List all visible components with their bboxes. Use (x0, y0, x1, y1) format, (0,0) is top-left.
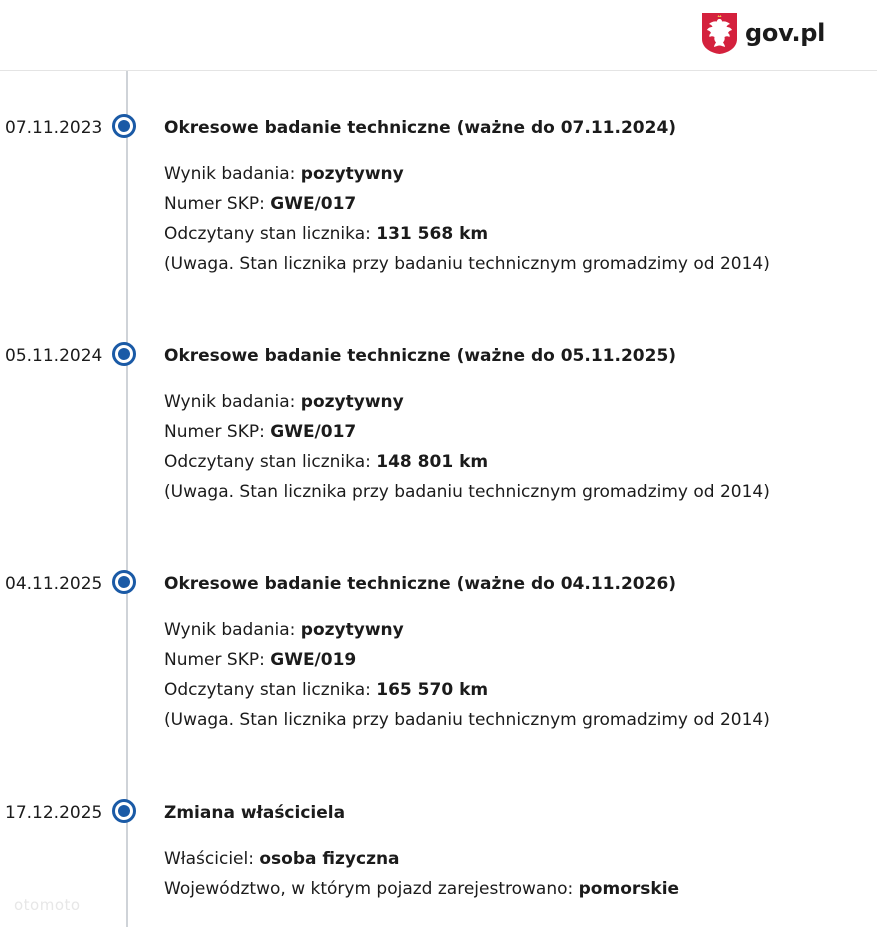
odometer-label: Odczytany stan licznika: (164, 680, 377, 700)
owner-value: osoba fizyczna (259, 849, 400, 869)
event-date: 04.11.2025 (5, 574, 103, 594)
voivodeship-row (164, 874, 679, 904)
event-date: 17.12.2025 (5, 803, 103, 823)
event-date: 05.11.2024 (5, 346, 103, 366)
timeline-marker-icon (112, 570, 136, 594)
event-details (164, 159, 770, 279)
result-row (164, 387, 770, 417)
odometer-note: (Uwaga. Stan licznika przy badaniu technicznym gromadzimy od 2014) (164, 254, 770, 274)
skp-label: Numer SKP: (164, 194, 271, 214)
timeline-marker-icon (112, 342, 136, 366)
skp-label: Numer SKP: (164, 650, 271, 670)
result-row (164, 615, 770, 645)
odometer-row (164, 219, 770, 249)
skp-row (164, 417, 770, 447)
result-value: pozytywny (300, 392, 404, 412)
odometer-label: Odczytany stan licznika: (164, 224, 377, 244)
owner-row (164, 844, 679, 874)
event-details (164, 615, 770, 735)
odometer-label: Odczytany stan licznika: (164, 452, 377, 472)
skp-value: GWE/017 (270, 194, 357, 214)
site-header (0, 0, 877, 71)
event-title: Zmiana właściciela (164, 803, 346, 823)
event-details (164, 844, 679, 904)
skp-value: GWE/017 (270, 422, 357, 442)
owner-label: Właściciel: (164, 849, 260, 869)
result-row (164, 159, 770, 189)
event-date: 07.11.2023 (5, 118, 103, 138)
event-details (164, 387, 770, 507)
timeline-marker-icon (112, 114, 136, 138)
event-title: Okresowe badanie techniczne (ważne do 07.11.2024) (164, 118, 677, 138)
odometer-note: (Uwaga. Stan licznika przy badaniu technicznym gromadzimy od 2014) (164, 482, 770, 502)
watermark: otomoto (14, 896, 81, 914)
logo-text: gov.pl (745, 19, 826, 47)
skp-value: GWE/019 (270, 650, 357, 670)
result-label: Wynik badania: (164, 392, 301, 412)
odometer-row (164, 675, 770, 705)
odometer-note: (Uwaga. Stan licznika przy badaniu technicznym gromadzimy od 2014) (164, 710, 770, 730)
gov-pl-logo[interactable] (700, 11, 825, 55)
event-title: Okresowe badanie techniczne (ważne do 05.11.2025) (164, 346, 677, 366)
skp-label: Numer SKP: (164, 422, 271, 442)
odometer-value: 165 570 km (376, 680, 489, 700)
voivodeship-value: pomorskie (578, 879, 680, 899)
skp-row (164, 645, 770, 675)
result-label: Wynik badania: (164, 620, 301, 640)
event-title: Okresowe badanie techniczne (ważne do 04.11.2026) (164, 574, 677, 594)
timeline-marker-icon (112, 799, 136, 823)
odometer-value: 131 568 km (376, 224, 489, 244)
result-value: pozytywny (300, 620, 404, 640)
odometer-value: 148 801 km (376, 452, 489, 472)
skp-row (164, 189, 770, 219)
result-value: pozytywny (300, 164, 404, 184)
voivodeship-label: Województwo, w którym pojazd zarejestrowano: (164, 879, 579, 899)
polish-eagle-crest-icon (700, 11, 739, 55)
odometer-row (164, 447, 770, 477)
result-label: Wynik badania: (164, 164, 301, 184)
